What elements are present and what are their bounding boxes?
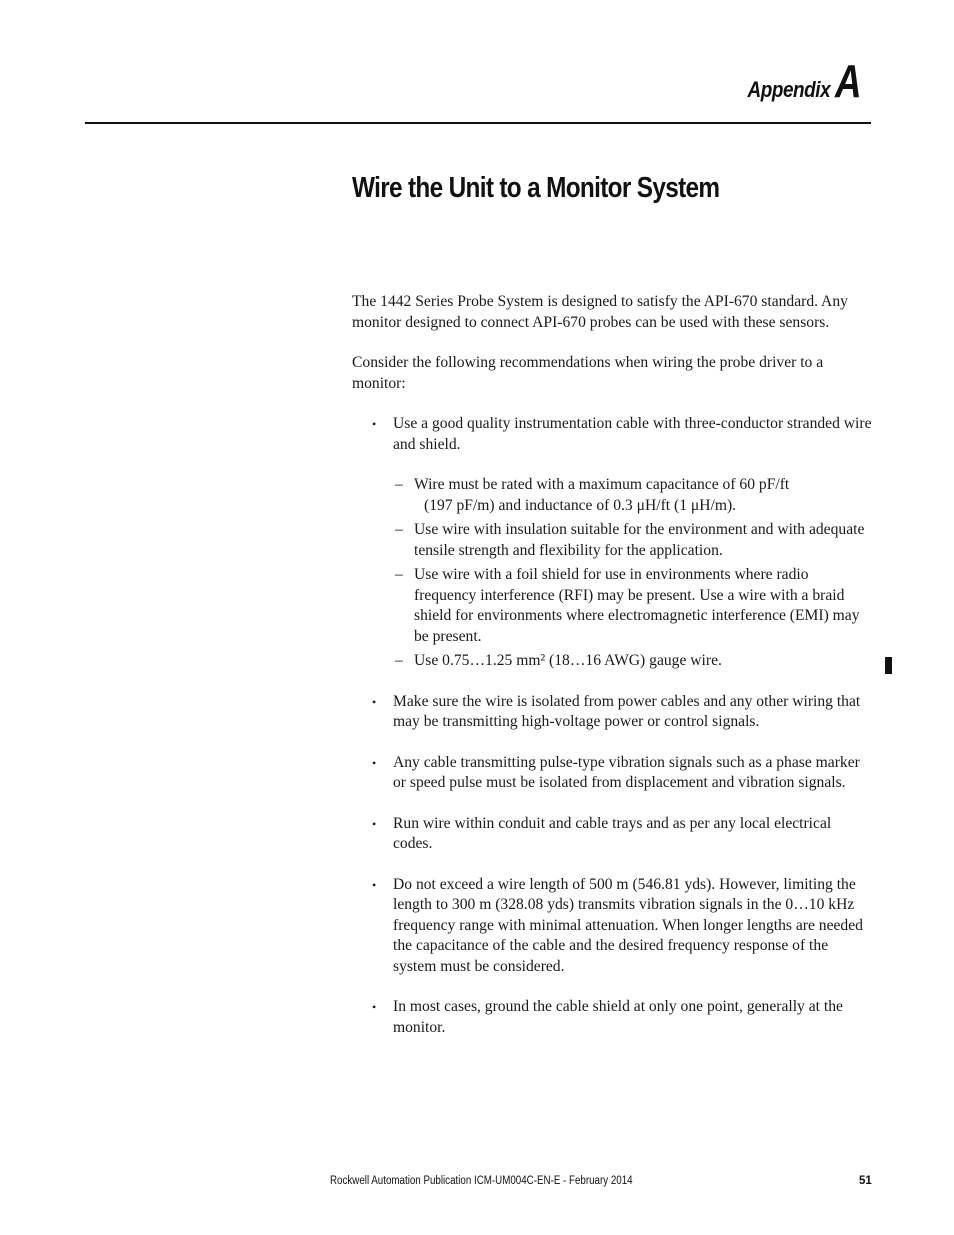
dash-mark: – [395, 566, 403, 583]
dash-mark: – [395, 521, 403, 538]
page-number: 51 [859, 1175, 872, 1187]
header-rule [85, 122, 871, 124]
sub-list-item [393, 475, 872, 516]
list-item-text: Any cable transmitting pulse-type vibration signals such as a phase marker or speed pulse must be isolated from displacement and vibration signals. [393, 753, 860, 791]
list-item-text: Use a good quality instrumentation cable with three-conductor stranded wire and shield. [393, 415, 872, 453]
bullet-mark: • [372, 755, 377, 770]
change-bar [885, 657, 892, 674]
sub-list-item [393, 520, 872, 561]
bullet-mark: • [372, 694, 377, 709]
list-item [352, 692, 872, 733]
bullet-mark: • [372, 1000, 377, 1014]
sub-item-text-continued: (197 pF/m) and inductance of 0.3 μH/ft (1 μH/m). [424, 496, 737, 514]
sub-item-text: Use wire with a foil shield for use in environments where radio frequency interference (RFI) may be present. Use a wire with a braid shield for environments where electromagnetic interference (EMI) may be present. [414, 566, 860, 645]
recommendation-list [352, 414, 872, 1038]
list-item-text: Make sure the wire is isolated from power cables and any other wiring that may be transmitting high-voltage power or control signals. [393, 692, 861, 730]
publication-info: Rockwell Automation Publication ICM-UM004C-EN-E - February 2014 [330, 1175, 633, 1187]
body-content [352, 292, 872, 1058]
sub-item-text: Use 0.75…1.25 mm² (18…16 AWG) gauge wire. [414, 652, 722, 669]
appendix-word: Appendix [747, 77, 830, 102]
sub-item-text: Wire must be rated with a maximum capacitance of 60 pF/ft [414, 476, 790, 493]
bullet-mark: • [372, 877, 377, 892]
sub-list [393, 475, 872, 672]
sub-list-item [393, 651, 872, 672]
bullet-mark: • [372, 417, 377, 431]
dash-mark: – [395, 476, 403, 493]
list-item-text: Do not exceed a wire length of 500 m (546.81 yds). However, limiting the length to 300 m (328.08 yds) transmits vibration signals in the 0…10 kHz frequency range with minimal attenuation. When longer lengths are needed the capacitance of the cable and the desired frequency response of the system must be considered. [393, 875, 863, 975]
sub-item-text: Use wire with insulation suitable for the environment and with adequate tensile strength and flexibility for the application. [414, 521, 865, 559]
bullet-mark: • [372, 816, 377, 831]
list-item [352, 875, 872, 978]
dash-mark: – [395, 652, 403, 669]
intro-paragraph: The 1442 Series Probe System is designed to satisfy the API-670 standard. Any monitor designed to connect API-670 probes can be used with these sensors. [352, 293, 848, 331]
list-item-text: Run wire within conduit and cable trays and as per any local electrical codes. [393, 814, 832, 852]
intro-paragraph: Consider the following recommendations when wiring the probe driver to a monitor: [352, 354, 824, 392]
page-title: Wire the Unit to a Monitor System [352, 172, 720, 204]
appendix-heading [734, 55, 868, 107]
sub-list-item [393, 565, 872, 647]
list-item [352, 414, 872, 672]
list-item [352, 814, 872, 855]
appendix-letter: A [834, 55, 862, 107]
list-item [352, 997, 872, 1038]
list-item [352, 753, 872, 794]
list-item-text: In most cases, ground the cable shield at only one point, generally at the monitor. [393, 998, 843, 1036]
